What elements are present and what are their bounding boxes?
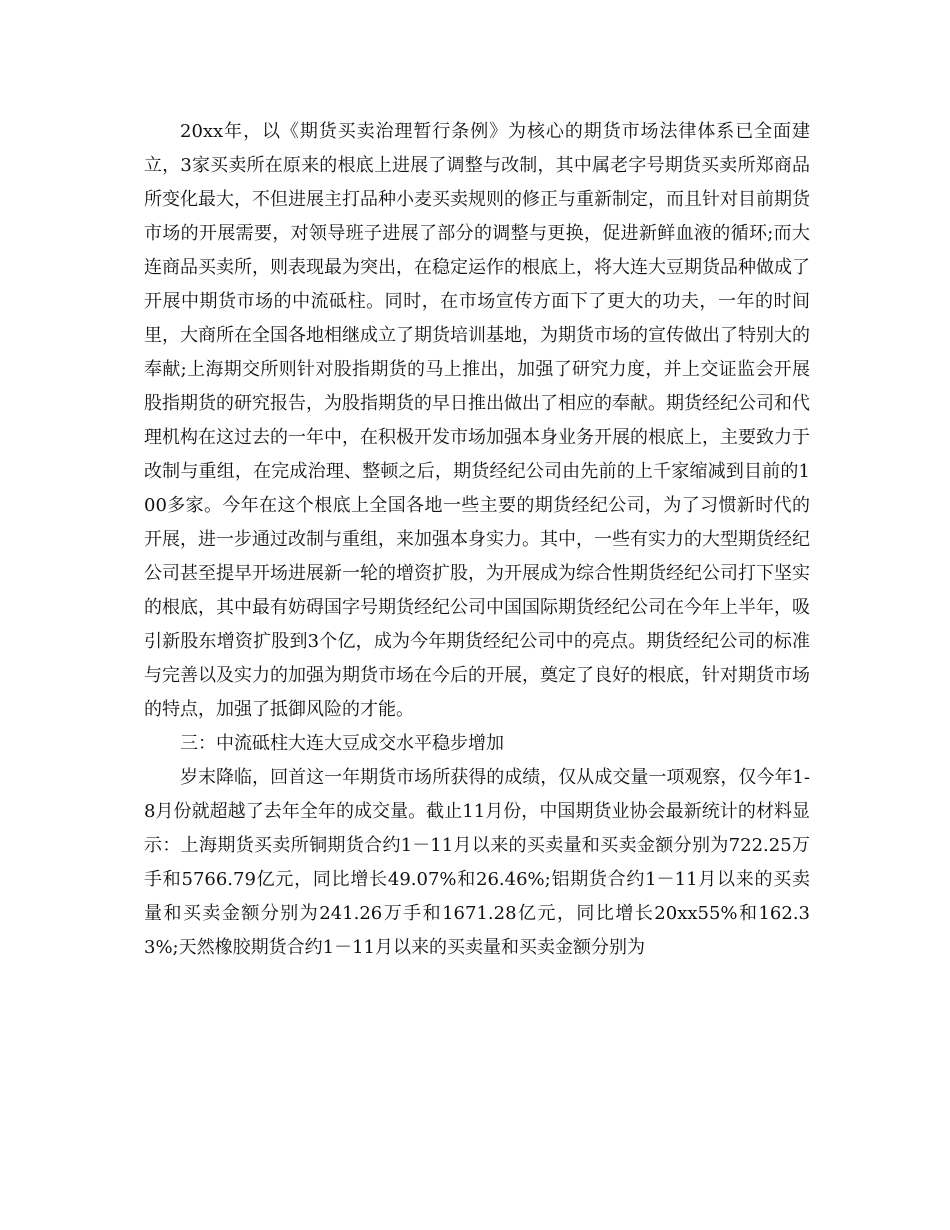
- document-body: [144, 115, 810, 965]
- section-heading: 三：中流砥柱大连大豆成交水平稳步增加: [180, 733, 504, 754]
- paragraph-trading-volume: 岁末降临，回首这一年期货市场所获得的成绩，仅从成交量一项观察，仅今年1-8月份就超越了去年全年的成交量。截止11月份，中国期货业协会最新统计的材料显示：上海期货买卖所铜期货合约1－11月以来的买卖量和买卖金额分别为722.25万手和5766.79亿元，同比增长49.07%和26.46%;铝期货合约1－11月以来的买卖量和买卖金额分别为241.26万手和1671.28亿元，同比增长20xx55%和162.33%;天然橡胶期货合约1－11月以来的买卖量和买卖金额分别为: [144, 767, 810, 958]
- paragraph-regulation-exchanges: 20xx年，以《期货买卖治理暂行条例》为核心的期货市场法律体系已全面建立，3家买卖所在原来的根底上进展了调整与改制，其中属老字号期货买卖所郑商品所变化最大，不但进展主打品种小麦买卖规则的修正与重新制定，而且针对目前期货市场的开展需要，对领导班子进展了部分的调整与更换，促进新鲜血液的循环;而大连商品买卖所，则表现最为突出，在稳定运作的根底上，将大连大豆期货品种做成了开展中期货市场的中流砥柱。同时，在市场宣传方面下了更大的功夫，一年的时间里，大商所在全国各地相继成立了期货培训基地，为期货市场的宣传做出了特别大的奉献;上海期交所则针对股指期货的马上推出，加强了研究力度，并上交证监会开展股指期货的研究报告，为股指期货的早日推出做出了相应的奉献。期货经纪公司和代理机构在这过去的一年中，在积极开发市场加强本身业务开展的根底上，主要致力于改制与重组，在完成治理、整顿之后，期货经纪公司由先前的上千家缩减到目前的100多家。今年在这个根底上全国各地一些主要的期货经纪公司，为了习惯新时代的开展，进一步通过改制与重组，来加强本身实力。其中，一些有实力的大型期货经纪公司甚至提早开场进展新一轮的增资扩股，为开展成为综合性期货经纪公司打下坚实的根底，其中最有妨碍国字号期货经纪公司中国国际期货经纪公司在今年上半年，吸引新股东增资扩股到3个亿，成为今年期货经纪公司中的亮点。期货经纪公司的标准与完善以及实力的加强为期货市场在今后的开展，奠定了良好的根底，针对期货市场的特点，加强了抵御风险的才能。: [144, 121, 810, 720]
